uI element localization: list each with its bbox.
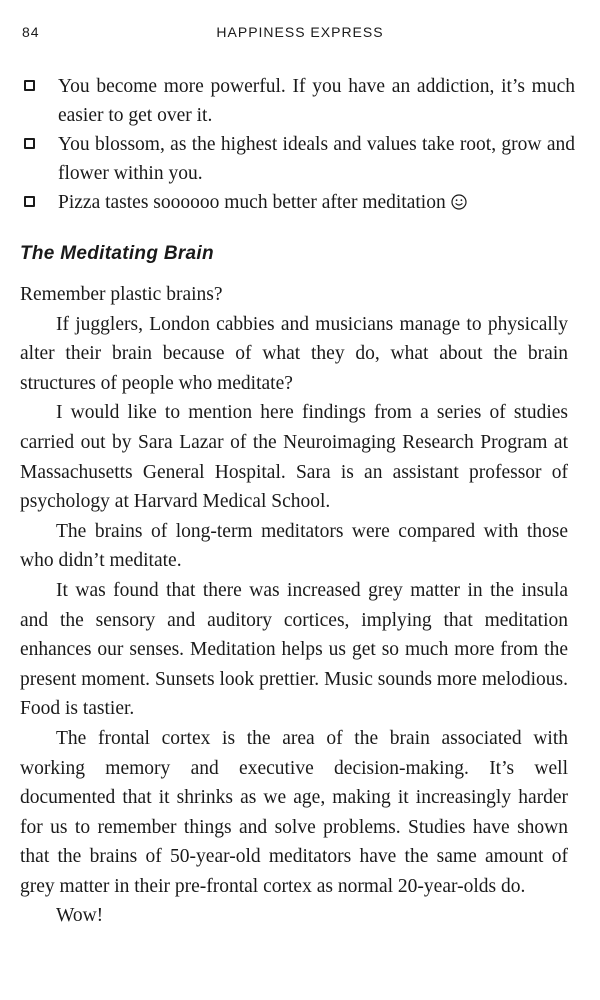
checklist-item xyxy=(20,188,575,217)
paragraph: Wow! xyxy=(56,905,104,927)
checkbox-icon xyxy=(24,196,35,207)
page-number: 84 xyxy=(22,24,40,40)
paragraph: The brains of long-term meditators were compared with those who didn’t meditate. xyxy=(20,520,568,572)
section-heading: The Meditating Brain xyxy=(20,243,214,264)
paragraph: Remember plastic brains? xyxy=(20,284,223,305)
running-head xyxy=(20,24,580,44)
smiley-icon xyxy=(451,194,467,210)
running-title: HAPPINESS EXPRESS xyxy=(216,24,384,40)
checklist-item-text: You blossom, as the highest ideals and values take root, grow and flower within you. xyxy=(58,134,575,184)
body-text xyxy=(20,280,568,931)
checkbox-icon xyxy=(24,80,35,91)
paragraph: The frontal cortex is the area of the brain associated with working memory and executive decision-making. It’s well documented that it shrinks as we age, making it increasingly harder for us to remember things and solve problems. Studies have shown that the brains of 50-year-old meditators have the same amount of grey matter in their pre-frontal cortex as normal 20-year-olds do. xyxy=(20,727,568,897)
checkbox-icon xyxy=(24,138,35,149)
paragraph: I would like to mention here findings from a series of studies carried out by Sara Lazar of the Neuroimaging Research Program at Massachusetts General Hospital. Sara is an assistant professor of psychology at Harvard Medical School. xyxy=(20,402,568,513)
paragraph: If jugglers, London cabbies and musicians manage to physically alter their brain because of what they do, what about the brain structures of people who meditate? xyxy=(20,313,568,394)
paragraph: It was found that there was increased grey matter in the insula and the sensory and auditory cortices, implying that meditation enhances our senses. Meditation helps us get so much more from the present moment. Sunsets look prettier. Music sounds more melodious. Food is tastier. xyxy=(20,579,568,720)
checklist-item xyxy=(20,130,575,188)
checklist xyxy=(20,72,575,217)
checklist-item xyxy=(20,72,575,130)
checklist-item-text: Pizza tastes soooooo much better after meditation xyxy=(58,192,446,213)
checklist-item-text: You become more powerful. If you have an addiction, it’s much easier to get over it. xyxy=(58,76,575,126)
